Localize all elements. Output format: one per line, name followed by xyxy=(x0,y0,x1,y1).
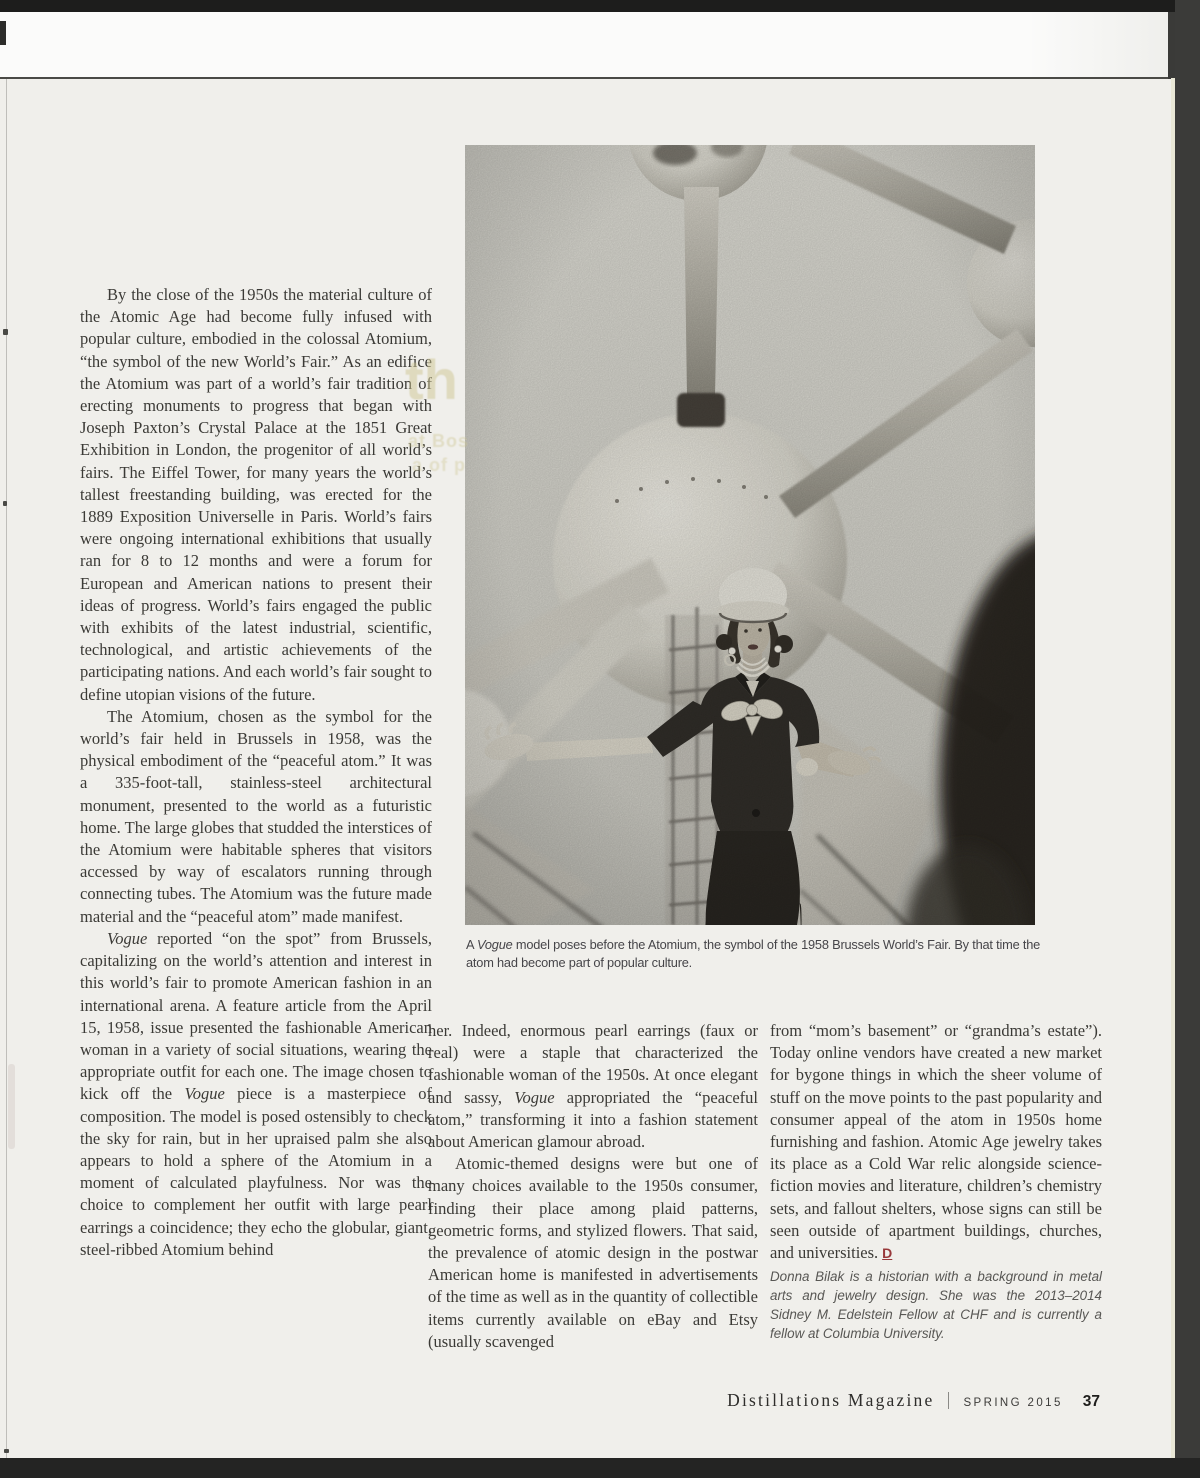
scanner-background-top xyxy=(0,0,1200,12)
right-column xyxy=(770,1020,1102,1343)
paragraph-text: from “mom’s basement” or “grandma’s estate”). Today online vendors have created a new market for bygone things in which the sheer volume of stuff on the move points to the past popularity and consumer appeal of the atom in 1950s home furnishing and fashion. Atomic Age jewelry takes its place as a Cold War relic alongside science-fiction movies and literature, children’s chemistry sets, and fallout shelters, whose signs can still be seen outside of apartment buildings, churches, and universities. xyxy=(770,1021,1102,1263)
article-end-mark: D xyxy=(882,1245,893,1262)
paragraph: her. Indeed, enormous pearl earrings (faux or real) were a staple that characterized the fashionable woman of the 1950s. At once elegant and sassy, Vogue appropriated the “peaceful atom,” transforming it into a fashion statement about American glamour abroad. xyxy=(428,1021,758,1152)
middle-column xyxy=(428,1020,758,1353)
scan-smudge xyxy=(8,1064,15,1149)
paragraph xyxy=(770,1020,1102,1264)
scan-speck xyxy=(4,1449,9,1453)
scan-speck xyxy=(3,329,8,335)
scanner-background-bottom xyxy=(0,1458,1200,1478)
paragraph: By the close of the 1950s the material culture of the Atomic Age had become fully infused with popular culture, embodied in the colossal Atomium, “the symbol of the new World’s Fair.” As an edifice the Atomium was part of a world’s fair tradition of erecting monuments to progress that began with Joseph Paxton’s Crystal Palace at the 1851 Great Exhibition in London, the progenitor of all world’s fairs. The Eiffel Tower, for many years the world’s tallest freestanding building, was erected for the 1889 Exposition Universelle in Paris. World’s fairs were ongoing international exhibitions that usually ran for 8 to 12 months and were a forum for European and American nations to present their ideas of progress. World’s fairs engaged the public with exhibits of the latest industrial, scientific, technological, and artistic achievements of the participating nations. And each world’s fair sought to define utopian visions of the future. xyxy=(80,285,432,704)
left-column xyxy=(80,284,432,1261)
photo-caption: A Vogue model poses before the Atomium, the symbol of the 1958 Brussels World’s Fair. By that time the atom had become part of popular culture. xyxy=(466,937,1041,970)
paragraph: The Atomium, chosen as the symbol for the world’s fair held in Brussels in 1958, was the physical embodiment of the “peaceful atom.” It was a 335-foot-tall, stainless-steel architectural monument, presented to the world as a futuristic home. The large globes that studded the interstices of the Atomium were habitable spheres that visitors accessed by way of escalators running through connecting tubes. The Atomium was the future made material and the “peaceful atom” made manifest. xyxy=(80,706,432,926)
page-fold-line xyxy=(6,79,7,1458)
atomium-photo xyxy=(465,145,1035,925)
issue-label: SPRING 2015 xyxy=(963,1397,1063,1409)
footer-divider xyxy=(948,1392,949,1409)
show-through-text: at Bos xyxy=(408,431,470,451)
page-footer xyxy=(0,1390,1100,1411)
show-through-text: a of p xyxy=(412,455,466,475)
scan-speck xyxy=(3,501,7,506)
magazine-page xyxy=(0,79,1175,1458)
paragraph: Vogue reported “on the spot” from Brussels, capitalizing on the world’s attention and interest in this world’s fair to promote American fashion in an international arena. A feature article from the April 15, 1958, issue presented the fashionable American woman in a variety of social situations, wearing the appropriate outfit for each one. The image chosen to kick off the Vogue piece is a masterpiece of composition. The model is posed ostensibly to check the sky for rain, but in her upraised palm she also appears to hold a sphere of the Atomium in a moment of calculated playfulness. Nor was the choice to complement her outfit with large pearl earrings a coincidence; they echo the globular, giant, steel-ribbed Atomium behind xyxy=(80,928,432,1259)
atomium-photo-illustration xyxy=(465,145,1035,925)
page-number: 37 xyxy=(1082,1393,1100,1410)
scan-artifact xyxy=(0,21,6,45)
photo-grain xyxy=(465,145,1035,925)
scanner-background-right xyxy=(1175,0,1200,1478)
show-through-text: th xyxy=(405,348,458,411)
paragraph: Atomic-themed designs were but one of many choices available to the 1950s consumer, finding their place among plaid patterns, geometric forms, and stylized flowers. That said, the prevalence of atomic design in the postwar American home is manifested in advertisements of the time as well as in the quantity of collectible items currently available on eBay and Etsy (usually scavenged xyxy=(428,1154,758,1351)
previous-page-edge xyxy=(0,12,1168,79)
magazine-title: Distillations Magazine xyxy=(727,1390,935,1410)
author-bio: Donna Bilak is a historian with a background in metal arts and jewelry design. She was the 2013–2014 Sidney M. Edelstein Fellow at CHF and is currently a fellow at Columbia University. xyxy=(770,1269,1102,1342)
